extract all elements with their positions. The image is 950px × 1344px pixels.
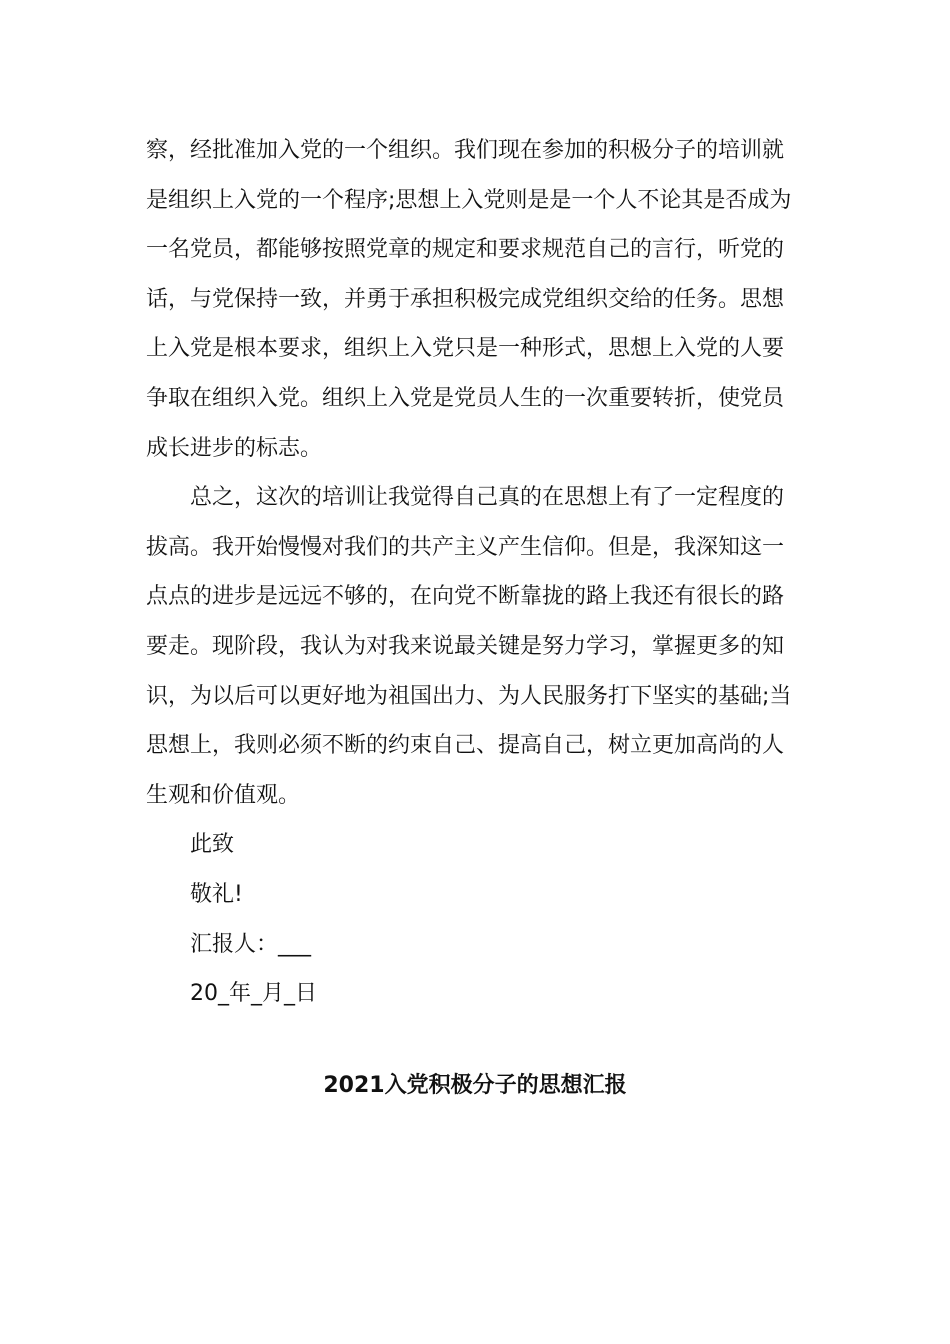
report-date: 20_年_月_日: [190, 981, 317, 1007]
closing-respect: 敬礼!: [190, 881, 243, 907]
paragraph-1-line: 是组织上入党的一个程序;思想上入党则是是一个人不论其是否成为: [146, 187, 792, 213]
paragraph-1-line: 成长进步的标志。: [146, 435, 323, 461]
paragraph-1-line: 话，与党保持一致，并勇于承担积极完成党组织交给的任务。思想: [146, 286, 785, 312]
reporter-signature: 汇报人：___: [190, 931, 312, 957]
paragraph-2-line: 思想上，我则必须不断的约束自己、提高自己，树立更加高尚的人: [146, 733, 785, 759]
paragraph-2-line: 拔高。我开始慢慢对我们的共产主义产生信仰。但是，我深知这一: [146, 534, 785, 560]
paragraph-2-line: 生观和价值观。: [146, 782, 301, 808]
paragraph-1-line: 察，经批准加入党的一个组织。我们现在参加的积极分子的培训就: [146, 138, 785, 163]
paragraph-2-line: 识，为以后可以更好地为祖国出力、为人民服务打下坚实的基础;当: [146, 683, 792, 709]
paragraph-1-line: 上入党是根本要求，组织上入党只是一种形式，思想上入党的人要: [146, 336, 785, 362]
letter-body: [146, 126, 806, 1019]
next-document-title: 2021入党积极分子的思想汇报: [323, 1073, 627, 1098]
paragraph-2-line: 要走。现阶段，我认为对我来说最关键是努力学习，掌握更多的知: [146, 633, 785, 659]
closing-salutation: 此致: [190, 832, 235, 858]
paragraph-2-line: 总之，这次的培训让我觉得自己真的在思想上有了一定程度的: [190, 485, 785, 511]
paragraph-2-line: 点点的进步是远远不够的，在向党不断靠拢的路上我还有很长的路: [146, 584, 785, 610]
paragraph-1-line: 争取在组织入党。组织上入党是党员人生的一次重要转折，使党员: [146, 385, 785, 411]
paragraph-1-line: 一名党员，都能够按照党章的规定和要求规范自己的言行，听党的: [146, 237, 785, 263]
